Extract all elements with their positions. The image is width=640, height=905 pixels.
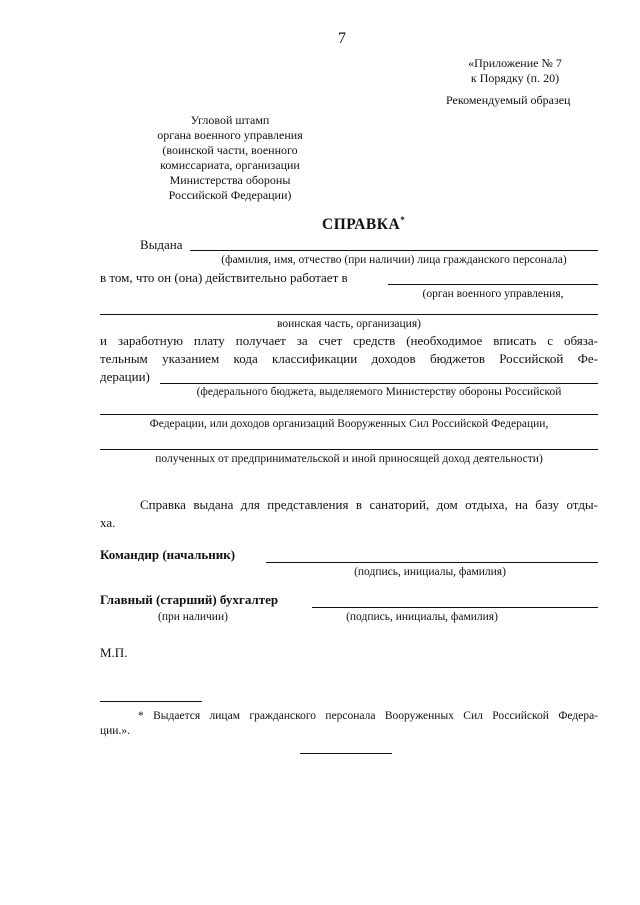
- recommended-sample: Рекомендуемый образец: [446, 93, 571, 107]
- annex-line-2: к Порядку (п. 20): [470, 71, 560, 85]
- commander-signature-line: [266, 562, 598, 563]
- purpose-line-1: Справка выдана для представления в санаторий, дом отдыха, на базу отды-: [140, 497, 598, 512]
- stamp-line: Российской Федерации): [168, 188, 292, 202]
- salary-source-line-2: [100, 414, 598, 415]
- seal-place: М.П.: [100, 645, 128, 660]
- footnote-line-1: * Выдается лицам гражданского персонала Вооруженных Сил Российской Федера-: [138, 710, 598, 722]
- stamp-line: Угловой штамп: [190, 113, 270, 127]
- salary-line-3: дерации): [100, 369, 150, 384]
- salary-source-line: [160, 383, 598, 384]
- accountant-sub-hint: (при наличии): [158, 611, 228, 623]
- issued-hint: (фамилия, имя, отчество (при наличии) лица гражданского персонала): [221, 254, 567, 266]
- footnote-line-2: ции.».: [100, 725, 130, 737]
- accountant-label: Главный (старший) бухгалтер: [100, 592, 279, 607]
- works-hint-2: воинская часть, организация): [277, 318, 421, 330]
- commander-hint: (подпись, инициалы, фамилия): [354, 566, 506, 578]
- stamp-line: органа военного управления: [157, 128, 303, 142]
- stamp-line: комиссариата, организации: [160, 158, 300, 172]
- stamp-line: (воинской части, военного: [162, 143, 298, 157]
- document-title: [322, 215, 405, 234]
- page-number: 7: [338, 30, 346, 47]
- salary-hint-3: полученных от предпринимательской и иной приносящей доход деятельности): [155, 453, 543, 465]
- stamp-line: Министерства обороны: [169, 173, 291, 187]
- salary-source-line-3: [100, 449, 598, 450]
- commander-label: Командир (начальник): [100, 547, 236, 562]
- issued-label: Выдана: [140, 237, 183, 252]
- annex-line-1: «Приложение № 7: [468, 56, 562, 70]
- salary-hint-2: Федерации, или доходов организаций Вооруженных Сил Российской Федерации,: [149, 418, 549, 430]
- title-text: СПРАВКА: [322, 216, 401, 234]
- footnote-divider: [100, 701, 202, 702]
- end-divider: [300, 753, 392, 754]
- salary-hint-1: (федерального бюджета, выделяемого Министерству обороны Российской: [196, 386, 562, 398]
- issued-name-line: [190, 250, 598, 251]
- works-org-line-2: [100, 314, 598, 315]
- works-hint-1: (орган военного управления,: [422, 288, 564, 300]
- accountant-hint: (подпись, инициалы, фамилия): [346, 611, 498, 623]
- salary-line-1: и заработную плату получает за счет средств (необходимое вписать с обяза-: [100, 333, 598, 348]
- accountant-signature-line: [312, 607, 598, 608]
- title-footnote-mark: *: [400, 215, 406, 225]
- works-org-line: [388, 284, 598, 285]
- purpose-line-2: ха.: [100, 515, 116, 530]
- salary-line-2: тельным указанием кода классификации доходов бюджетов Российской Фе-: [100, 351, 598, 366]
- corner-stamp: [130, 113, 330, 203]
- works-text: в том, что он (она) действительно работает в: [100, 270, 348, 285]
